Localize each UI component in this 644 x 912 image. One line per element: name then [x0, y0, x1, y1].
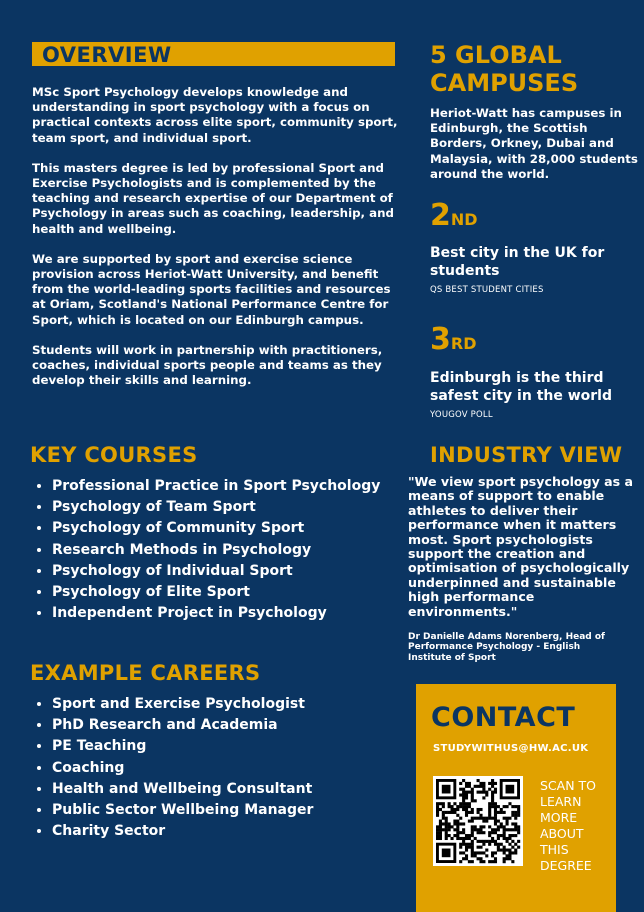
list-item: • PhD Research and Academia: [52, 715, 402, 736]
overview-paragraph: This masters degree is led by professional Sport and Exercise Psychologists and is complemented by the teaching and research expertise of our Department of Psychology in areas such as coaching, leadership, and health and wellbeing.: [32, 160, 394, 236]
ranking-suffix: RD: [450, 334, 477, 353]
overview-paragraph: We are supported by sport and exercise science provision across Heriot-Watt University, and benefit from the world-leading sports facilities and resources at Oriam, Scotland's National Performance Centre for Sport, which is located on our Edinburgh campus.: [32, 251, 391, 327]
list-item: • Coaching: [52, 758, 402, 779]
ranking-description-line: safest city in the world: [430, 387, 612, 404]
list-item: • Professional Practice in Sport Psychology: [52, 476, 402, 497]
list-item: • Sport and Exercise Psychologist: [52, 694, 402, 715]
industry-view-heading: INDUSTRY VIEW: [430, 443, 623, 467]
qr-code-graphic: [433, 776, 523, 866]
ranking-number-row: [430, 323, 612, 361]
key-courses-list: [32, 476, 402, 624]
ranking-number: 2: [430, 198, 451, 233]
list-item: • PE Teaching: [52, 736, 402, 757]
qr-finder-square: [442, 785, 451, 794]
scan-prompt-line: LEARN: [540, 794, 582, 809]
list-item: • Public Sector Wellbeing Manager: [52, 800, 402, 821]
list-item: • Psychology of Elite Sport: [52, 582, 402, 603]
overview-paragraph: Students will work in partnership with practitioners, coaches, individual sports people and teams as they develop their skills and learning.: [32, 342, 383, 388]
contact-email-link[interactable]: STUDYWITHUS@HW.AC.UK: [433, 743, 589, 754]
scan-prompt: [540, 778, 612, 874]
qr-code[interactable]: [433, 776, 523, 866]
ranking-number: 3: [430, 322, 451, 357]
ranking-description: [430, 245, 604, 280]
campuses-text: Heriot-Watt has campuses in Edinburgh, the Scottish Borders, Orkney, Dubai and Malaysia, with 28,000 students around the world.: [430, 106, 638, 181]
ranking-2nd: [430, 199, 604, 295]
ranking-3rd: [430, 323, 612, 420]
scan-prompt-line: MORE: [540, 810, 578, 825]
scan-prompt-line: DEGREE: [540, 858, 592, 873]
ranking-description-line: students: [430, 262, 500, 279]
scan-prompt-line: SCAN TO: [540, 778, 597, 793]
list-item: • Research Methods in Psychology: [52, 540, 402, 561]
ranking-source: YOUGOV POLL: [430, 410, 493, 420]
campuses-heading-line2: CAMPUSES: [430, 69, 579, 97]
list-item: • Psychology of Individual Sport: [52, 561, 402, 582]
qr-finder-square: [442, 849, 451, 858]
list-item: • Charity Sector: [52, 821, 402, 842]
industry-attribution: Dr Danielle Adams Norenberg, Head of Performance Psychology - English Institute of Sport: [408, 632, 605, 663]
list-item: • Health and Wellbeing Consultant: [52, 779, 402, 800]
list-item: • Psychology of Community Sport: [52, 518, 402, 539]
ranking-suffix: ND: [450, 210, 478, 229]
overview-heading: OVERVIEW: [42, 43, 172, 67]
careers-heading: EXAMPLE CAREERS: [30, 661, 261, 685]
contact-heading: CONTACT: [431, 702, 576, 733]
ranking-description-line: Best city in the UK for: [430, 245, 605, 261]
overview-paragraph: MSc Sport Psychology develops knowledge and understanding in sport psychology with a focus on practical contexts across elite sport, community sport, team sport, and individual sport.: [32, 85, 398, 145]
scan-prompt-line: ABOUT: [540, 826, 584, 841]
key-courses-heading: KEY COURSES: [30, 443, 198, 467]
list-item: • Psychology of Team Sport: [52, 497, 402, 518]
scan-prompt-line: THIS: [540, 842, 569, 857]
ranking-description: [430, 370, 612, 405]
campuses-heading: [430, 41, 578, 97]
industry-quote: "We view sport psychology as a means of support to enable athletes to deliver their performance when it matters most. Sport psychologists support the creation and optimisation of psychologically underpinned and sustainable high performance environments.": [408, 474, 634, 619]
ranking-number-row: [430, 199, 604, 237]
ranking-source: QS BEST STUDENT CITIES: [430, 285, 544, 295]
key-courses-list-wrap: [32, 476, 402, 624]
qr-finder-square: [506, 785, 515, 794]
ranking-description-line: Edinburgh is the third: [430, 370, 604, 386]
overview-body: [32, 85, 404, 403]
careers-list: [32, 694, 402, 842]
careers-list-wrap: [32, 694, 402, 842]
list-item: • Independent Project in Psychology: [52, 603, 402, 624]
campuses-heading-line1: 5 GLOBAL: [430, 41, 562, 69]
